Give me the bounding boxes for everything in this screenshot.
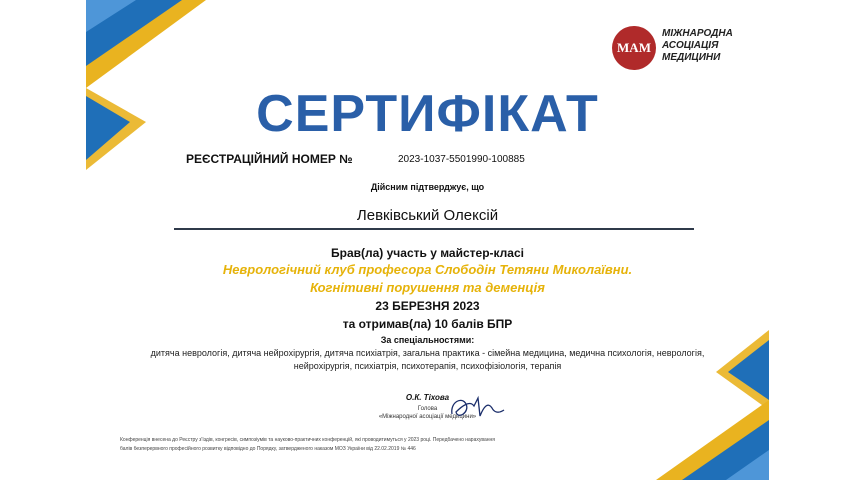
signer-role: Голова: [417, 406, 438, 412]
logo-text: [662, 28, 733, 64]
footer-note-line-2: балів безперервного професійного розвитку відповідно до Порядку, затвердженого наказом МОЗ України від 22.02.2019 № 446: [120, 446, 416, 452]
course-title-line-2: Когнітивні порушення та деменція: [310, 280, 545, 295]
signer-name: О.К. Тіхова: [405, 393, 450, 402]
course-title-line-1: Неврологічний клуб професора Слободін Тетяни Миколаївни.: [222, 262, 633, 277]
logo-line-1: МІЖНАРОДНА: [662, 28, 733, 39]
recipient-name: Левківський Олексій: [356, 207, 499, 224]
footer-note-line-1: Конференція внесена до Реєстру з'їздів, конгресів, симпозіумів та науково-практичних конференцій, які проводитимуться у 2023 році. Передбачено нарахування: [120, 437, 495, 443]
logo-badge: МАМ: [612, 26, 656, 70]
organization-logo: [612, 24, 762, 72]
confirm-text: Дійсним підтверджує, що: [370, 182, 485, 192]
specialties-line-1: дитяча неврологія, дитяча нейрохірургія, дитяча психіатрія, загальна практика - сімейна медицина, медична психологія, неврологія,: [150, 348, 705, 358]
name-underline: [174, 228, 694, 230]
logo-line-2: АСОЦІАЦІЯ: [662, 40, 719, 51]
specialties-label: За спеціальностями:: [380, 335, 475, 345]
signature-image: [448, 392, 508, 424]
certificate-title: СЕРТИФІКАТ: [256, 85, 599, 143]
registration-number: 2023-1037-5501990-100885: [398, 154, 525, 165]
registration-label: РЕЄСТРАЦІЙНИЙ НОМЕР №: [186, 152, 353, 166]
logo-line-3: МЕДИЦИНИ: [662, 52, 721, 63]
participation-text: Брав(ла) участь у майстер-класі: [331, 246, 524, 260]
signer-organization: «Міжнародної асоціації медицини»: [378, 414, 477, 420]
certificate: [86, 0, 769, 480]
points-awarded: та отримав(ла) 10 балів БПР: [342, 317, 513, 331]
event-date: 23 БЕРЕЗНЯ 2023: [375, 299, 480, 313]
specialties-line-2: нейрохірургія, психіатрія, психотерапія, психофізіологія, терапія: [293, 361, 562, 371]
